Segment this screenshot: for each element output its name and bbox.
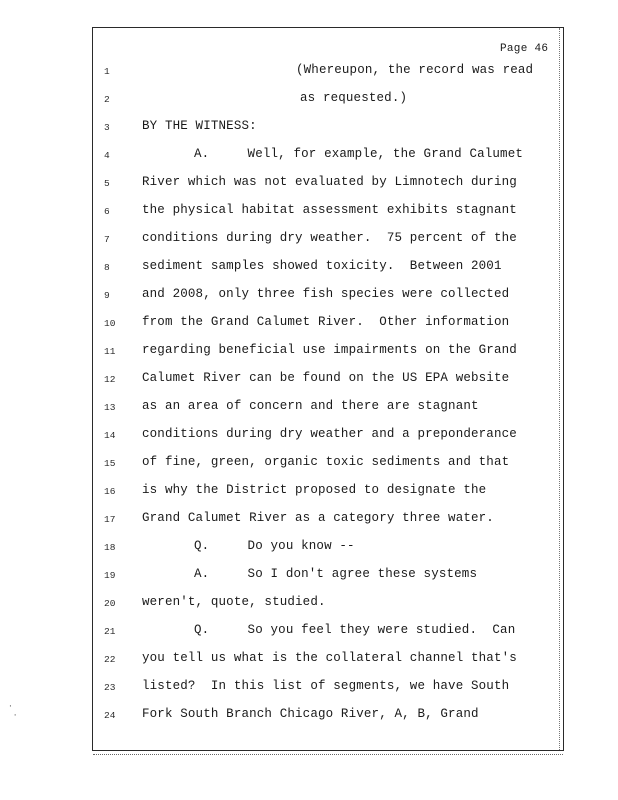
transcript-line (0, 427, 618, 447)
line-text: regarding beneficial use impairments on the Grand (142, 343, 517, 357)
line-text: the physical habitat assessment exhibits stagnant (142, 203, 517, 217)
line-text: is why the District proposed to designate the (142, 483, 487, 497)
transcript-line (0, 343, 618, 363)
line-number: 5 (104, 178, 110, 189)
line-text: conditions during dry weather and a preponderance (142, 427, 517, 441)
transcript-line (0, 175, 618, 195)
line-text: River which was not evaluated by Limnotech during (142, 175, 517, 189)
transcript-line (0, 63, 618, 83)
line-number: 7 (104, 234, 110, 245)
line-number: 14 (104, 430, 116, 441)
transcript-line (0, 567, 618, 587)
line-number: 17 (104, 514, 116, 525)
line-number: 11 (104, 346, 116, 357)
transcript-line (0, 595, 618, 615)
transcript-line (0, 287, 618, 307)
line-number: 6 (104, 206, 110, 217)
transcript-line (0, 651, 618, 671)
page-number: Page 46 (500, 43, 549, 55)
line-text: listed? In this list of segments, we have South (142, 679, 510, 693)
line-text: weren't, quote, studied. (142, 595, 326, 609)
line-number: 20 (104, 598, 116, 609)
line-text: Calumet River can be found on the US EPA website (142, 371, 510, 385)
frame-bottom-rule (93, 754, 563, 755)
line-text: sediment samples showed toxicity. Between 2001 (142, 259, 502, 273)
transcript-line (0, 203, 618, 223)
line-number: 3 (104, 122, 110, 133)
line-text: from the Grand Calumet River. Other information (142, 315, 510, 329)
line-text: Fork South Branch Chicago River, A, B, Grand (142, 707, 479, 721)
line-text: Grand Calumet River as a category three water. (142, 511, 494, 525)
transcript-line (0, 91, 618, 111)
line-number: 1 (104, 66, 110, 77)
line-number: 21 (104, 626, 116, 637)
line-text: BY THE WITNESS: (142, 119, 257, 133)
line-text: conditions during dry weather. 75 percent of the (142, 231, 517, 245)
line-number: 22 (104, 654, 116, 665)
line-text: Q. Do you know -- (194, 539, 355, 553)
transcript-line (0, 679, 618, 699)
line-text: you tell us what is the collateral channel that's (142, 651, 517, 665)
transcript-line (0, 147, 618, 167)
line-number: 10 (104, 318, 116, 329)
line-number: 23 (104, 682, 116, 693)
line-number: 16 (104, 486, 116, 497)
line-text: as an area of concern and there are stagnant (142, 399, 479, 413)
line-text: as requested.) (300, 91, 408, 105)
line-text: A. Well, for example, the Grand Calumet (194, 147, 524, 161)
line-number: 12 (104, 374, 116, 385)
transcript-line (0, 371, 618, 391)
line-text: (Whereupon, the record was read (296, 63, 534, 77)
line-text: A. So I don't agree these systems (194, 567, 478, 581)
transcript-line (0, 483, 618, 503)
line-number: 19 (104, 570, 116, 581)
line-text: and 2008, only three fish species were collected (142, 287, 510, 301)
line-text: Q. So you feel they were studied. Can (194, 623, 516, 637)
transcript-line (0, 511, 618, 531)
line-number: 15 (104, 458, 116, 469)
transcript-line (0, 259, 618, 279)
transcript-line (0, 119, 618, 139)
line-number: 18 (104, 542, 116, 553)
scan-specks: · · (8, 702, 18, 720)
transcript-line (0, 399, 618, 419)
transcript-line (0, 707, 618, 727)
line-number: 8 (104, 262, 110, 273)
transcript-line (0, 455, 618, 475)
line-text: of fine, green, organic toxic sediments and that (142, 455, 510, 469)
transcript-line (0, 539, 618, 559)
transcript-line (0, 623, 618, 643)
line-number: 2 (104, 94, 110, 105)
line-number: 9 (104, 290, 110, 301)
line-number: 13 (104, 402, 116, 413)
transcript-line (0, 315, 618, 335)
line-number: 24 (104, 710, 116, 721)
line-number: 4 (104, 150, 110, 161)
transcript-line (0, 231, 618, 251)
